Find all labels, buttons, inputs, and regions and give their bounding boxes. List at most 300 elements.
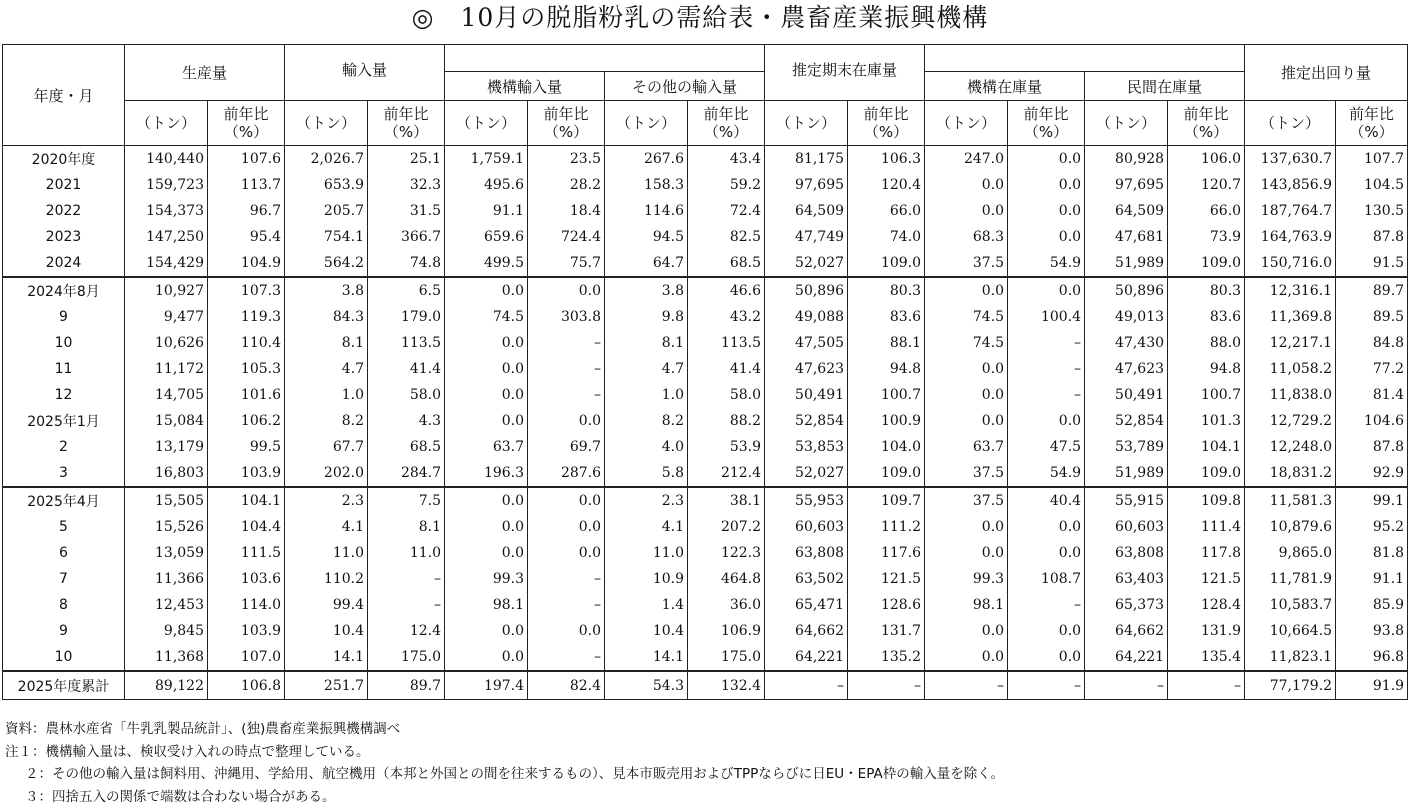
table-cell: 52,027 [765, 460, 848, 487]
header-year-month: 年度・月 [3, 45, 125, 146]
table-cell: 82.5 [688, 224, 765, 250]
table-cell: 95.2 [1336, 514, 1408, 540]
page-title: ◎ 10月の脱脂粉乳の需給表・農畜産業振興機構 [411, 3, 989, 32]
row-label: 2023 [3, 224, 125, 250]
header-yoy-unit: （%） [1183, 123, 1229, 141]
table-cell: 89.5 [1336, 304, 1408, 330]
table-cell: 131.7 [848, 618, 925, 644]
header-yoy-unit: （%） [863, 123, 909, 141]
total-cell: – [1008, 671, 1085, 700]
table-cell: 0.0 [445, 330, 528, 356]
row-label: 9 [3, 618, 125, 644]
table-row [3, 408, 1408, 434]
table-cell: 37.5 [925, 487, 1008, 514]
table-cell: 100.7 [848, 382, 925, 408]
total-cell: – [848, 671, 925, 700]
table-cell: 104.1 [208, 487, 285, 514]
supply-demand-table [2, 44, 1408, 700]
table-cell: 64.7 [605, 250, 688, 277]
table-cell: – [528, 566, 605, 592]
table-cell: 179.0 [368, 304, 445, 330]
table-cell: 147,250 [125, 224, 208, 250]
table-cell: 97,695 [765, 172, 848, 198]
table-cell: 88.1 [848, 330, 925, 356]
table-cell: 67.7 [285, 434, 368, 460]
table-cell: 0.0 [1008, 644, 1085, 671]
table-cell: 9,865.0 [1245, 540, 1336, 566]
total-cell: – [765, 671, 848, 700]
table-cell: 8.1 [285, 330, 368, 356]
table-cell: 103.9 [208, 460, 285, 487]
row-label: 7 [3, 566, 125, 592]
table-cell: 73.9 [1168, 224, 1245, 250]
header-imports: 輸入量 [285, 45, 445, 101]
header-yoy [1168, 101, 1245, 146]
table-cell: 6.5 [368, 277, 445, 304]
header-unit-ton: （トン） [605, 101, 688, 146]
table-cell: 106.0 [1168, 146, 1245, 173]
table-cell: 50,491 [765, 382, 848, 408]
table-cell: 11,058.2 [1245, 356, 1336, 382]
table-cell: 212.4 [688, 460, 765, 487]
total-cell: 54.3 [605, 671, 688, 700]
table-cell: 0.0 [1008, 146, 1085, 173]
table-cell: 12,729.2 [1245, 408, 1336, 434]
table-cell: 106.9 [688, 618, 765, 644]
row-label: 2025年4月 [3, 487, 125, 514]
header-yoy-label: 前年比 [703, 105, 749, 123]
table-cell: 101.3 [1168, 408, 1245, 434]
table-cell: 247.0 [925, 146, 1008, 173]
table-cell: 0.0 [445, 382, 528, 408]
table-cell: 12,453 [125, 592, 208, 618]
table-cell: 11,581.3 [1245, 487, 1336, 514]
table-cell: 104.0 [848, 434, 925, 460]
table-cell: 13,059 [125, 540, 208, 566]
table-cell: 12,248.0 [1245, 434, 1336, 460]
table-cell: 68.5 [688, 250, 765, 277]
table-cell: 100.9 [848, 408, 925, 434]
header-production: 生産量 [125, 45, 285, 101]
row-label: 10 [3, 644, 125, 671]
header-imports-sub-spacer [445, 45, 765, 72]
table-cell: 49,013 [1085, 304, 1168, 330]
row-label: 8 [3, 592, 125, 618]
table-cell: 60,603 [1085, 514, 1168, 540]
table-cell: 111.2 [848, 514, 925, 540]
table-cell: 0.0 [445, 277, 528, 304]
row-label: 2024年8月 [3, 277, 125, 304]
table-cell: 15,526 [125, 514, 208, 540]
table-cell: – [1008, 592, 1085, 618]
table-cell: 98.1 [925, 592, 1008, 618]
table-cell: 75.7 [528, 250, 605, 277]
table-row [3, 644, 1408, 671]
row-label: 3 [3, 460, 125, 487]
table-row [3, 198, 1408, 224]
table-cell: 28.2 [528, 172, 605, 198]
table-cell: 10,583.7 [1245, 592, 1336, 618]
table-cell: 0.0 [528, 277, 605, 304]
table-cell: 83.6 [848, 304, 925, 330]
row-label: 2021 [3, 172, 125, 198]
table-cell: 122.3 [688, 540, 765, 566]
table-cell: 87.8 [1336, 434, 1408, 460]
row-label: 10 [3, 330, 125, 356]
table-cell: 15,505 [125, 487, 208, 514]
table-cell: 50,491 [1085, 382, 1168, 408]
table-cell: 109.0 [1168, 250, 1245, 277]
table-cell: 8.1 [605, 330, 688, 356]
table-cell: 1.0 [605, 382, 688, 408]
table-cell: 94.8 [848, 356, 925, 382]
table-cell: 80,928 [1085, 146, 1168, 173]
table-cell: 64,509 [1085, 198, 1168, 224]
table-cell: 63,808 [1085, 540, 1168, 566]
table-cell: 66.0 [1168, 198, 1245, 224]
header-yoy-label: 前年比 [1349, 105, 1395, 123]
table-cell: 1.0 [285, 382, 368, 408]
footnote-source: 資料：農林水産省「牛乳乳製品統計」、(独)農畜産業振興機構調べ [5, 721, 401, 737]
table-cell: 32.3 [368, 172, 445, 198]
header-yoy-label: 前年比 [863, 105, 909, 123]
table-cell: – [528, 356, 605, 382]
table-cell: 154,373 [125, 198, 208, 224]
table-cell: 64,221 [1085, 644, 1168, 671]
table-cell: 64,221 [765, 644, 848, 671]
table-row [3, 460, 1408, 487]
table-cell: 68.5 [368, 434, 445, 460]
table-cell: 131.9 [1168, 618, 1245, 644]
table-cell: 0.0 [445, 540, 528, 566]
table-cell: 91.5 [1336, 250, 1408, 277]
table-cell: 100.4 [1008, 304, 1085, 330]
table-cell: 111.4 [1168, 514, 1245, 540]
table-cell: 119.3 [208, 304, 285, 330]
table-cell: 175.0 [688, 644, 765, 671]
table-cell: 88.2 [688, 408, 765, 434]
row-label: 2022 [3, 198, 125, 224]
header-yoy-label: 前年比 [383, 105, 429, 123]
table-cell: 11.0 [285, 540, 368, 566]
table-cell: 0.0 [925, 514, 1008, 540]
table-cell: 0.0 [445, 644, 528, 671]
table-cell: 72.4 [688, 198, 765, 224]
table-cell: 9,845 [125, 618, 208, 644]
table-cell: 101.6 [208, 382, 285, 408]
table-cell: 81.8 [1336, 540, 1408, 566]
row-label: 9 [3, 304, 125, 330]
table-cell: 107.7 [1336, 146, 1408, 173]
table-cell: 267.6 [605, 146, 688, 173]
table-row [3, 330, 1408, 356]
table-cell: 10.4 [605, 618, 688, 644]
table-cell: 143,856.9 [1245, 172, 1336, 198]
table-cell: 37.5 [925, 250, 1008, 277]
table-cell: 117.6 [848, 540, 925, 566]
table-cell: 97,695 [1085, 172, 1168, 198]
table-cell: 84.8 [1336, 330, 1408, 356]
total-cell: 251.7 [285, 671, 368, 700]
table-cell: 47,623 [765, 356, 848, 382]
table-cell: – [368, 566, 445, 592]
table-row [3, 382, 1408, 408]
table-cell: 52,854 [765, 408, 848, 434]
table-cell: 59.2 [688, 172, 765, 198]
table-cell: 14,705 [125, 382, 208, 408]
table-cell: 109.0 [848, 250, 925, 277]
table-cell: 4.7 [605, 356, 688, 382]
table-cell: 66.0 [848, 198, 925, 224]
table-cell: 85.9 [1336, 592, 1408, 618]
table-cell: 99.1 [1336, 487, 1408, 514]
table-cell: 0.0 [528, 487, 605, 514]
header-unit-ton: （トン） [925, 101, 1008, 146]
table-cell: 96.7 [208, 198, 285, 224]
table-cell: – [1008, 356, 1085, 382]
table-cell: 10.9 [605, 566, 688, 592]
table-row [3, 434, 1408, 460]
table-cell: 0.0 [445, 487, 528, 514]
table-cell: 51,989 [1085, 250, 1168, 277]
table-cell: – [528, 382, 605, 408]
header-yoy-unit: （%） [383, 123, 429, 141]
table-cell: 0.0 [925, 644, 1008, 671]
table-cell: 0.0 [925, 277, 1008, 304]
table-cell: 18.4 [528, 198, 605, 224]
table-cell: 8.2 [285, 408, 368, 434]
table-cell: 175.0 [368, 644, 445, 671]
table-cell: 110.2 [285, 566, 368, 592]
table-cell: 54.9 [1008, 250, 1085, 277]
table-cell: 120.7 [1168, 172, 1245, 198]
footnote-1: 注１：機構輸入量は、検収受け入れの時点で整理している。 [5, 743, 370, 760]
table-cell: 499.5 [445, 250, 528, 277]
table-cell: 63,808 [765, 540, 848, 566]
table-cell: 120.4 [848, 172, 925, 198]
table-cell: 121.5 [848, 566, 925, 592]
table-cell: 64,662 [1085, 618, 1168, 644]
table-cell: – [1008, 382, 1085, 408]
table-cell: – [528, 592, 605, 618]
table-cell: 724.4 [528, 224, 605, 250]
table-cell: 105.3 [208, 356, 285, 382]
header-yoy-label: 前年比 [1023, 105, 1069, 123]
total-cell: 82.4 [528, 671, 605, 700]
table-row [3, 592, 1408, 618]
table-cell: 53.9 [688, 434, 765, 460]
table-cell: 83.6 [1168, 304, 1245, 330]
total-cell: 77,179.2 [1245, 671, 1336, 700]
table-cell: 47.5 [1008, 434, 1085, 460]
table-cell: 89.7 [1336, 277, 1408, 304]
header-unit-ton: （トン） [1245, 101, 1336, 146]
table-cell: 92.9 [1336, 460, 1408, 487]
header-yoy [1336, 101, 1408, 146]
table-row [3, 487, 1408, 514]
table-cell: 91.1 [445, 198, 528, 224]
table-cell: 0.0 [1008, 277, 1085, 304]
table-row [3, 277, 1408, 304]
table-cell: 287.6 [528, 460, 605, 487]
table-cell: 107.3 [208, 277, 285, 304]
table-cell: 50,896 [1085, 277, 1168, 304]
table-cell: 464.8 [688, 566, 765, 592]
table-cell: 10,626 [125, 330, 208, 356]
total-row [3, 671, 1408, 700]
table-cell: 84.3 [285, 304, 368, 330]
table-cell: 0.0 [925, 172, 1008, 198]
table-cell: 113.5 [688, 330, 765, 356]
table-cell: 53,853 [765, 434, 848, 460]
table-cell: 9.8 [605, 304, 688, 330]
table-cell: 0.0 [1008, 408, 1085, 434]
table-cell: 0.0 [528, 618, 605, 644]
table-cell: 8.1 [368, 514, 445, 540]
table-cell: 80.3 [1168, 277, 1245, 304]
table-cell: 95.4 [208, 224, 285, 250]
row-label: 2 [3, 434, 125, 460]
table-cell: 159,723 [125, 172, 208, 198]
table-cell: 0.0 [1008, 540, 1085, 566]
table-cell: 187,764.7 [1245, 198, 1336, 224]
table-row [3, 224, 1408, 250]
table-cell: – [368, 592, 445, 618]
table-cell: 0.0 [925, 540, 1008, 566]
table-cell: 99.3 [925, 566, 1008, 592]
table-cell: 31.5 [368, 198, 445, 224]
table-cell: 9,477 [125, 304, 208, 330]
total-cell: – [925, 671, 1008, 700]
header-yoy-label: 前年比 [223, 105, 269, 123]
table-cell: 7.5 [368, 487, 445, 514]
header-yoy-unit: （%） [1023, 123, 1069, 141]
table-cell: 104.5 [1336, 172, 1408, 198]
total-cell: 106.8 [208, 671, 285, 700]
header-unit-ton: （トン） [765, 101, 848, 146]
table-cell: 74.0 [848, 224, 925, 250]
table-cell: 11,838.0 [1245, 382, 1336, 408]
table-cell: 0.0 [445, 514, 528, 540]
table-cell: 10,879.6 [1245, 514, 1336, 540]
table-cell: 18,831.2 [1245, 460, 1336, 487]
table-cell: 135.4 [1168, 644, 1245, 671]
table-cell: 110.4 [208, 330, 285, 356]
table-cell: 0.0 [528, 408, 605, 434]
table-cell: 69.7 [528, 434, 605, 460]
table-cell: 114.0 [208, 592, 285, 618]
table-cell: 4.3 [368, 408, 445, 434]
header-yoy-unit: （%） [543, 123, 589, 141]
header-agency-imports: 機構輸入量 [445, 72, 605, 101]
table-cell: 158.3 [605, 172, 688, 198]
table-cell: 3.8 [285, 277, 368, 304]
table-cell: 23.5 [528, 146, 605, 173]
header-yoy [208, 101, 285, 146]
table-cell: 130.5 [1336, 198, 1408, 224]
table-cell: 196.3 [445, 460, 528, 487]
table-cell: 10,664.5 [1245, 618, 1336, 644]
row-label: 5 [3, 514, 125, 540]
table-cell: 205.7 [285, 198, 368, 224]
table-cell: 128.4 [1168, 592, 1245, 618]
total-cell: – [1085, 671, 1168, 700]
table-cell: 50,896 [765, 277, 848, 304]
table-cell: 99.4 [285, 592, 368, 618]
table-cell: 14.1 [605, 644, 688, 671]
table-cell: 77.2 [1336, 356, 1408, 382]
table-cell: 96.8 [1336, 644, 1408, 671]
table-cell: 41.4 [688, 356, 765, 382]
table-cell: 81,175 [765, 146, 848, 173]
table-cell: 55,915 [1085, 487, 1168, 514]
total-cell: 89,122 [125, 671, 208, 700]
table-cell: 128.6 [848, 592, 925, 618]
table-cell: 8.2 [605, 408, 688, 434]
table-cell: 94.8 [1168, 356, 1245, 382]
table-cell: 64,509 [765, 198, 848, 224]
table-cell: 99.3 [445, 566, 528, 592]
footnotes [5, 718, 1395, 808]
table-cell: 366.7 [368, 224, 445, 250]
table-cell: 103.9 [208, 618, 285, 644]
row-label: 2025年1月 [3, 408, 125, 434]
header-units-row [3, 101, 1408, 146]
table-cell: 14.1 [285, 644, 368, 671]
table-cell: 63.7 [925, 434, 1008, 460]
table-cell: 74.5 [925, 304, 1008, 330]
header-unit-ton: （トン） [125, 101, 208, 146]
table-cell: 4.0 [605, 434, 688, 460]
table-cell: 47,681 [1085, 224, 1168, 250]
table-cell: 109.8 [1168, 487, 1245, 514]
table-cell: 11.0 [368, 540, 445, 566]
table-cell: 11,172 [125, 356, 208, 382]
table-cell: 1.4 [605, 592, 688, 618]
table-cell: 12.4 [368, 618, 445, 644]
table-cell: 0.0 [445, 356, 528, 382]
header-other-imports: その他の輸入量 [605, 72, 765, 101]
table-cell: 15,084 [125, 408, 208, 434]
table-cell: 46.6 [688, 277, 765, 304]
table-cell: 58.0 [368, 382, 445, 408]
row-label: 12 [3, 382, 125, 408]
header-ending-stock: 推定期末在庫量 [765, 45, 925, 101]
table-cell: 87.8 [1336, 224, 1408, 250]
table-cell: 207.2 [688, 514, 765, 540]
table-cell: 98.1 [445, 592, 528, 618]
table-cell: 11,368 [125, 644, 208, 671]
table-cell: 11.0 [605, 540, 688, 566]
total-cell: 91.9 [1336, 671, 1408, 700]
table-cell: 0.0 [1008, 172, 1085, 198]
table-cell: 164,763.9 [1245, 224, 1336, 250]
table-cell: 88.0 [1168, 330, 1245, 356]
table-cell: 94.5 [605, 224, 688, 250]
table-cell: 135.2 [848, 644, 925, 671]
table-cell: 104.9 [208, 250, 285, 277]
table-cell: 104.4 [208, 514, 285, 540]
table-cell: 80.3 [848, 277, 925, 304]
table-cell: 106.2 [208, 408, 285, 434]
table-cell: 47,430 [1085, 330, 1168, 356]
table-cell: 54.9 [1008, 460, 1085, 487]
table-cell: 4.1 [285, 514, 368, 540]
table-cell: 5.8 [605, 460, 688, 487]
table-cell: 0.0 [445, 408, 528, 434]
header-stock-sub-spacer [925, 45, 1245, 72]
table-cell: 53,789 [1085, 434, 1168, 460]
